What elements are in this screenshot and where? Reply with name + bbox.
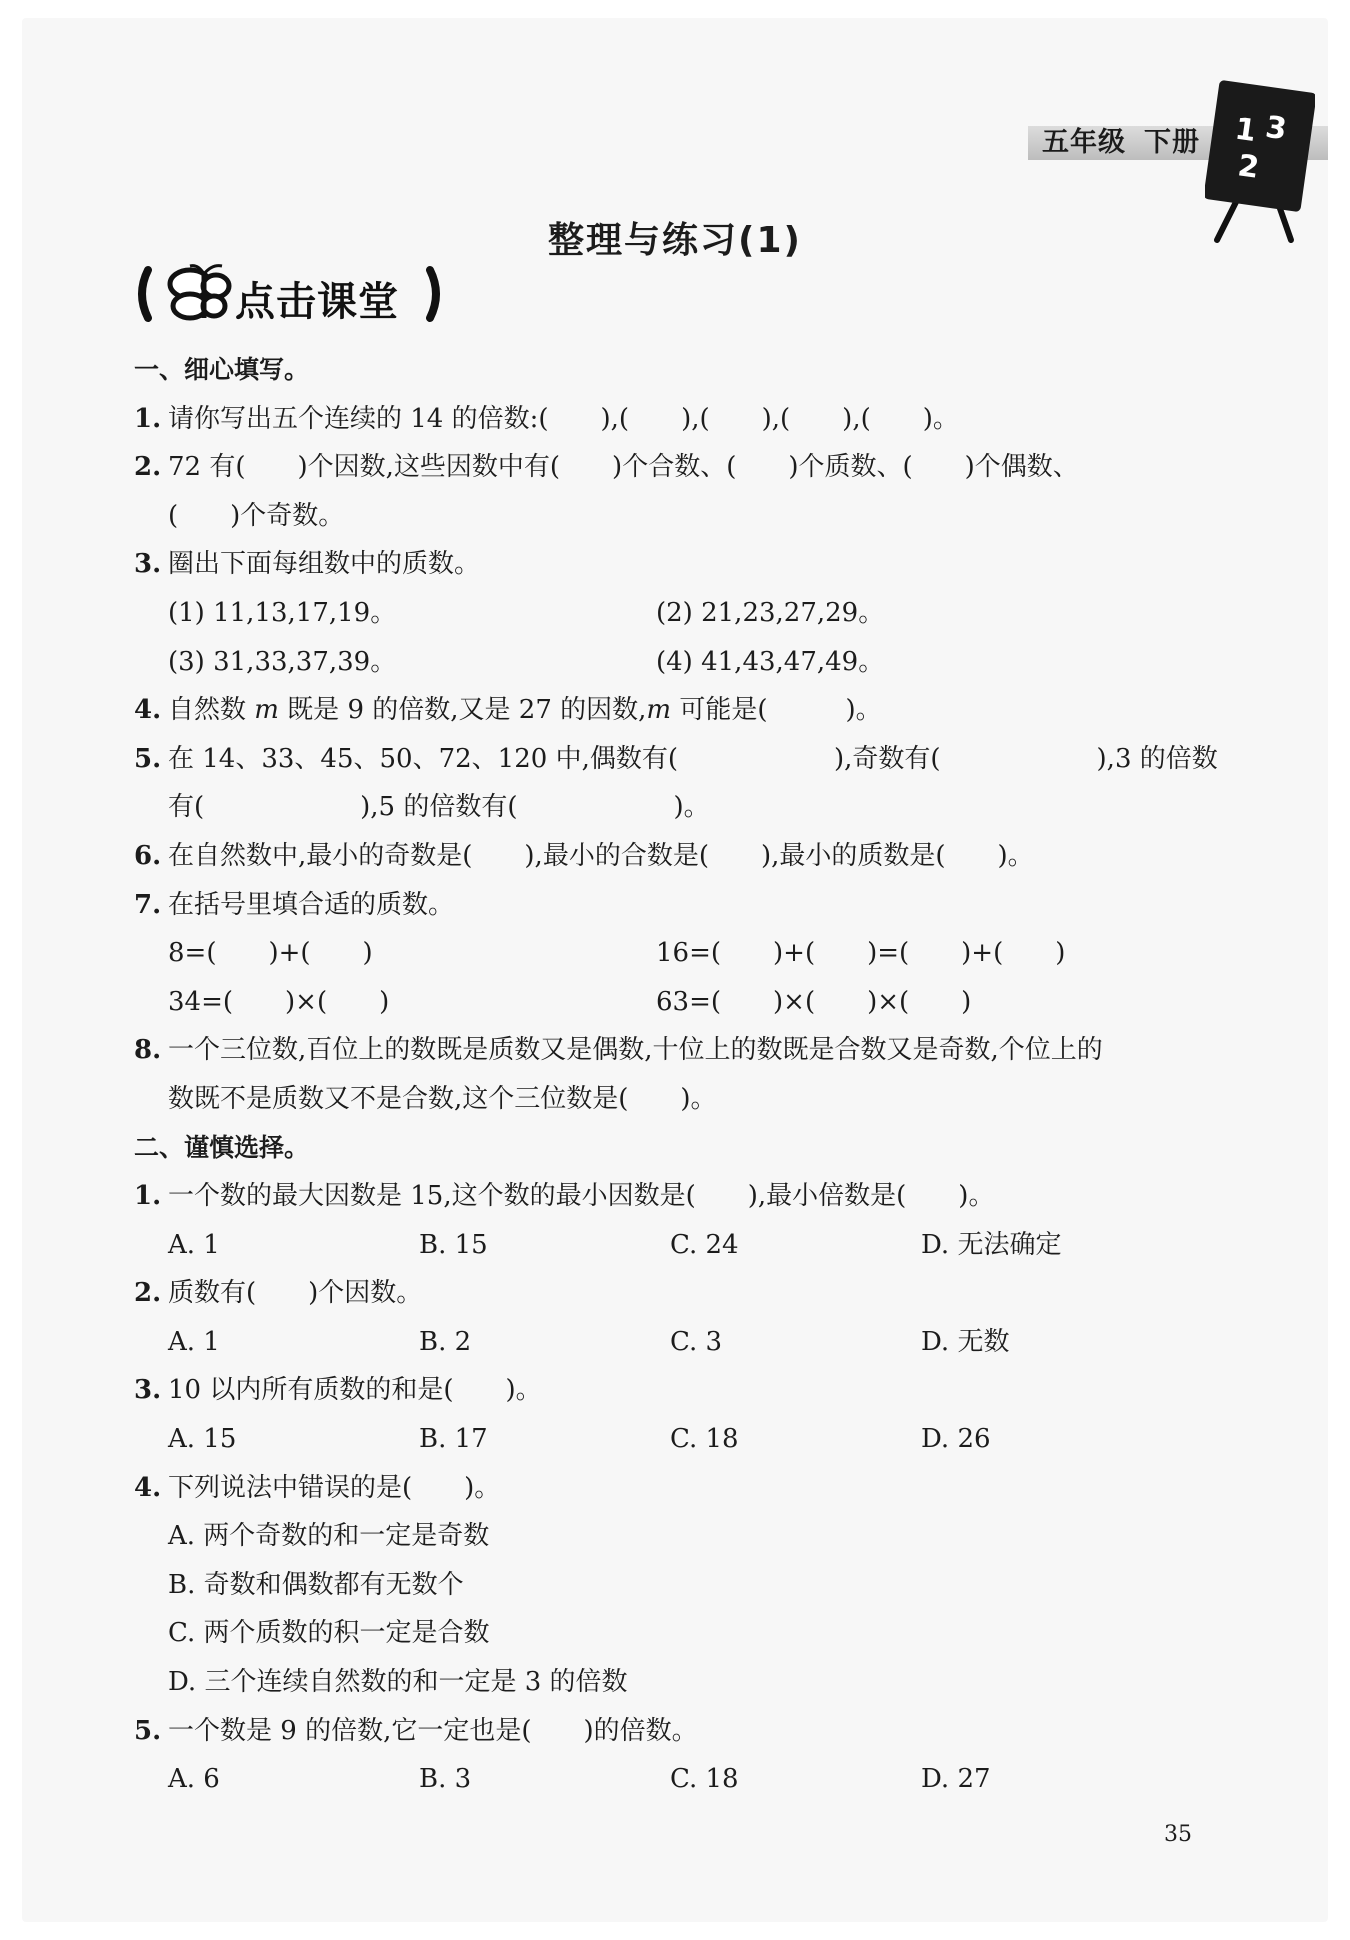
section-2-heading: 二、谨慎选择。 bbox=[134, 1132, 310, 1162]
question-line bbox=[134, 1172, 1214, 1221]
number-group: (2) 21,23,27,29。 bbox=[656, 597, 885, 628]
option-b: B. 3 bbox=[419, 1764, 472, 1795]
option-d: D. 无法确定 bbox=[921, 1229, 1062, 1260]
number-group: (1) 11,13,17,19。 bbox=[168, 597, 397, 628]
number-group: (3) 31,33,37,39。 bbox=[168, 646, 397, 677]
number-group-row bbox=[134, 638, 1214, 687]
question-number: 6. bbox=[134, 840, 162, 871]
question-number: 1. bbox=[134, 403, 162, 434]
question-line bbox=[134, 492, 1214, 541]
page-number: 35 bbox=[1164, 1822, 1192, 1847]
option-d: D. 无数 bbox=[921, 1326, 1010, 1357]
question-number: 1. bbox=[134, 1181, 162, 1212]
question-line bbox=[134, 783, 1214, 832]
question-text-b: 既是 9 的倍数,又是 27 的因数, bbox=[278, 695, 647, 726]
option-row bbox=[134, 1415, 1214, 1464]
question-line bbox=[134, 1026, 1214, 1075]
term: 下册 bbox=[1144, 127, 1200, 158]
question-text: 在自然数中,最小的奇数是( ),最小的合数是( ),最小的质数是( )。 bbox=[168, 840, 1034, 871]
option-c: C. 两个质数的积一定是合数 bbox=[168, 1618, 490, 1649]
question-line bbox=[134, 686, 1214, 735]
question-text-c: 可能是( )。 bbox=[671, 695, 882, 726]
option-c: C. 24 bbox=[670, 1229, 739, 1260]
question-line bbox=[134, 1464, 1214, 1513]
equation: 63=( )×( )×( ) bbox=[656, 986, 972, 1017]
option-b: B. 17 bbox=[419, 1424, 488, 1455]
question-text: 圈出下面每组数中的质数。 bbox=[168, 549, 481, 580]
option-a: A. 1 bbox=[168, 1229, 220, 1260]
question-text-a: 自然数 bbox=[168, 695, 255, 726]
option-c: C. 18 bbox=[670, 1424, 739, 1455]
option-c: C. 3 bbox=[670, 1326, 723, 1357]
question-line bbox=[134, 443, 1214, 492]
option-a: A. 6 bbox=[168, 1764, 220, 1795]
variable-m: m bbox=[646, 695, 672, 726]
option-a: A. 1 bbox=[168, 1326, 220, 1357]
question-text: 在 14、33、45、50、72、120 中,偶数有( ),奇数有( ),3 的倍数 bbox=[168, 743, 1218, 774]
question-number: 8. bbox=[134, 1035, 162, 1066]
number-group-row bbox=[134, 589, 1214, 638]
question-text: ( )个奇数。 bbox=[168, 500, 345, 531]
question-text: 数既不是质数又不是合数,这个三位数是( )。 bbox=[168, 1083, 717, 1114]
option-row bbox=[134, 1318, 1214, 1367]
option-d: D. 三个连续自然数的和一定是 3 的倍数 bbox=[168, 1667, 628, 1698]
option-a: A. 15 bbox=[168, 1424, 237, 1455]
question-text: 有( ),5 的倍数有( )。 bbox=[168, 792, 710, 823]
exercise-content bbox=[134, 346, 1218, 1804]
option-row bbox=[134, 1221, 1214, 1270]
question-text: 一个数是 9 的倍数,它一定也是( )的倍数。 bbox=[168, 1715, 698, 1746]
option-a: A. 两个奇数的和一定是奇数 bbox=[168, 1521, 490, 1552]
question-line bbox=[134, 735, 1218, 784]
page-title: 整理与练习(1) bbox=[548, 220, 802, 261]
grade-label bbox=[1036, 126, 1200, 160]
question-number: 5. bbox=[134, 1715, 162, 1746]
question-number: 2. bbox=[134, 1278, 162, 1309]
butterfly-icon bbox=[170, 266, 229, 318]
question-line bbox=[134, 540, 1214, 589]
question-line bbox=[134, 395, 1214, 444]
question-text: 一个三位数,百位上的数既是质数又是偶数,十位上的数既是合数又是奇数,个位上的 bbox=[168, 1035, 1103, 1066]
option-d: D. 27 bbox=[921, 1764, 991, 1795]
equation: 16=( )+( )=( )+( ) bbox=[656, 938, 1066, 969]
question-line bbox=[134, 881, 1214, 930]
equation-row bbox=[134, 929, 1214, 978]
variable-m: m bbox=[254, 695, 279, 726]
number-group: (4) 41,43,47,49。 bbox=[656, 646, 885, 677]
question-number: 4. bbox=[134, 695, 162, 726]
question-line bbox=[134, 1075, 1214, 1124]
question-text: 在括号里填合适的质数。 bbox=[168, 889, 455, 920]
banner-label: 点击课堂 bbox=[235, 279, 399, 325]
question-number: 7. bbox=[134, 889, 162, 920]
question-text: 10 以内所有质数的和是( )。 bbox=[168, 1375, 542, 1406]
question-text: 质数有( )个因数。 bbox=[168, 1278, 423, 1309]
option-b: B. 2 bbox=[419, 1326, 472, 1357]
question-text: 一个数的最大因数是 15,这个数的最小因数是( ),最小倍数是( )。 bbox=[168, 1181, 995, 1212]
question-text: 72 有( )个因数,这些因数中有( )个合数、( )个质数、( )个偶数、 bbox=[168, 452, 1079, 483]
board-digit-3: 3 bbox=[1263, 109, 1289, 148]
option-d: D. 26 bbox=[921, 1424, 991, 1455]
equation-row bbox=[134, 978, 1214, 1027]
option-b: B. 奇数和偶数都有无数个 bbox=[168, 1569, 464, 1600]
question-number: 5. bbox=[134, 743, 162, 774]
option-row bbox=[134, 1755, 1214, 1804]
question-text: 请你写出五个连续的 14 的倍数:( ),( ),( ),( ),( )。 bbox=[168, 403, 959, 434]
question-line bbox=[134, 1707, 1214, 1756]
question-number: 3. bbox=[134, 1375, 162, 1406]
option-c: C. 18 bbox=[670, 1764, 739, 1795]
question-number: 2. bbox=[134, 452, 162, 483]
section-1-heading: 一、细心填写。 bbox=[134, 355, 310, 384]
grade: 五年级 bbox=[1042, 127, 1126, 158]
equation: 34=( )×( ) bbox=[168, 986, 390, 1017]
question-line bbox=[134, 1366, 1214, 1415]
question-number: 3. bbox=[134, 549, 162, 580]
board-digit-2: 2 bbox=[1235, 148, 1262, 186]
board-digit-1: 1 bbox=[1232, 111, 1259, 150]
question-line bbox=[134, 832, 1214, 881]
question-line bbox=[134, 1269, 1214, 1318]
equation: 8=( )+( ) bbox=[168, 938, 373, 969]
question-number: 4. bbox=[134, 1472, 162, 1503]
option-b: B. 15 bbox=[419, 1229, 488, 1260]
question-text: 下列说法中错误的是( )。 bbox=[168, 1472, 501, 1503]
